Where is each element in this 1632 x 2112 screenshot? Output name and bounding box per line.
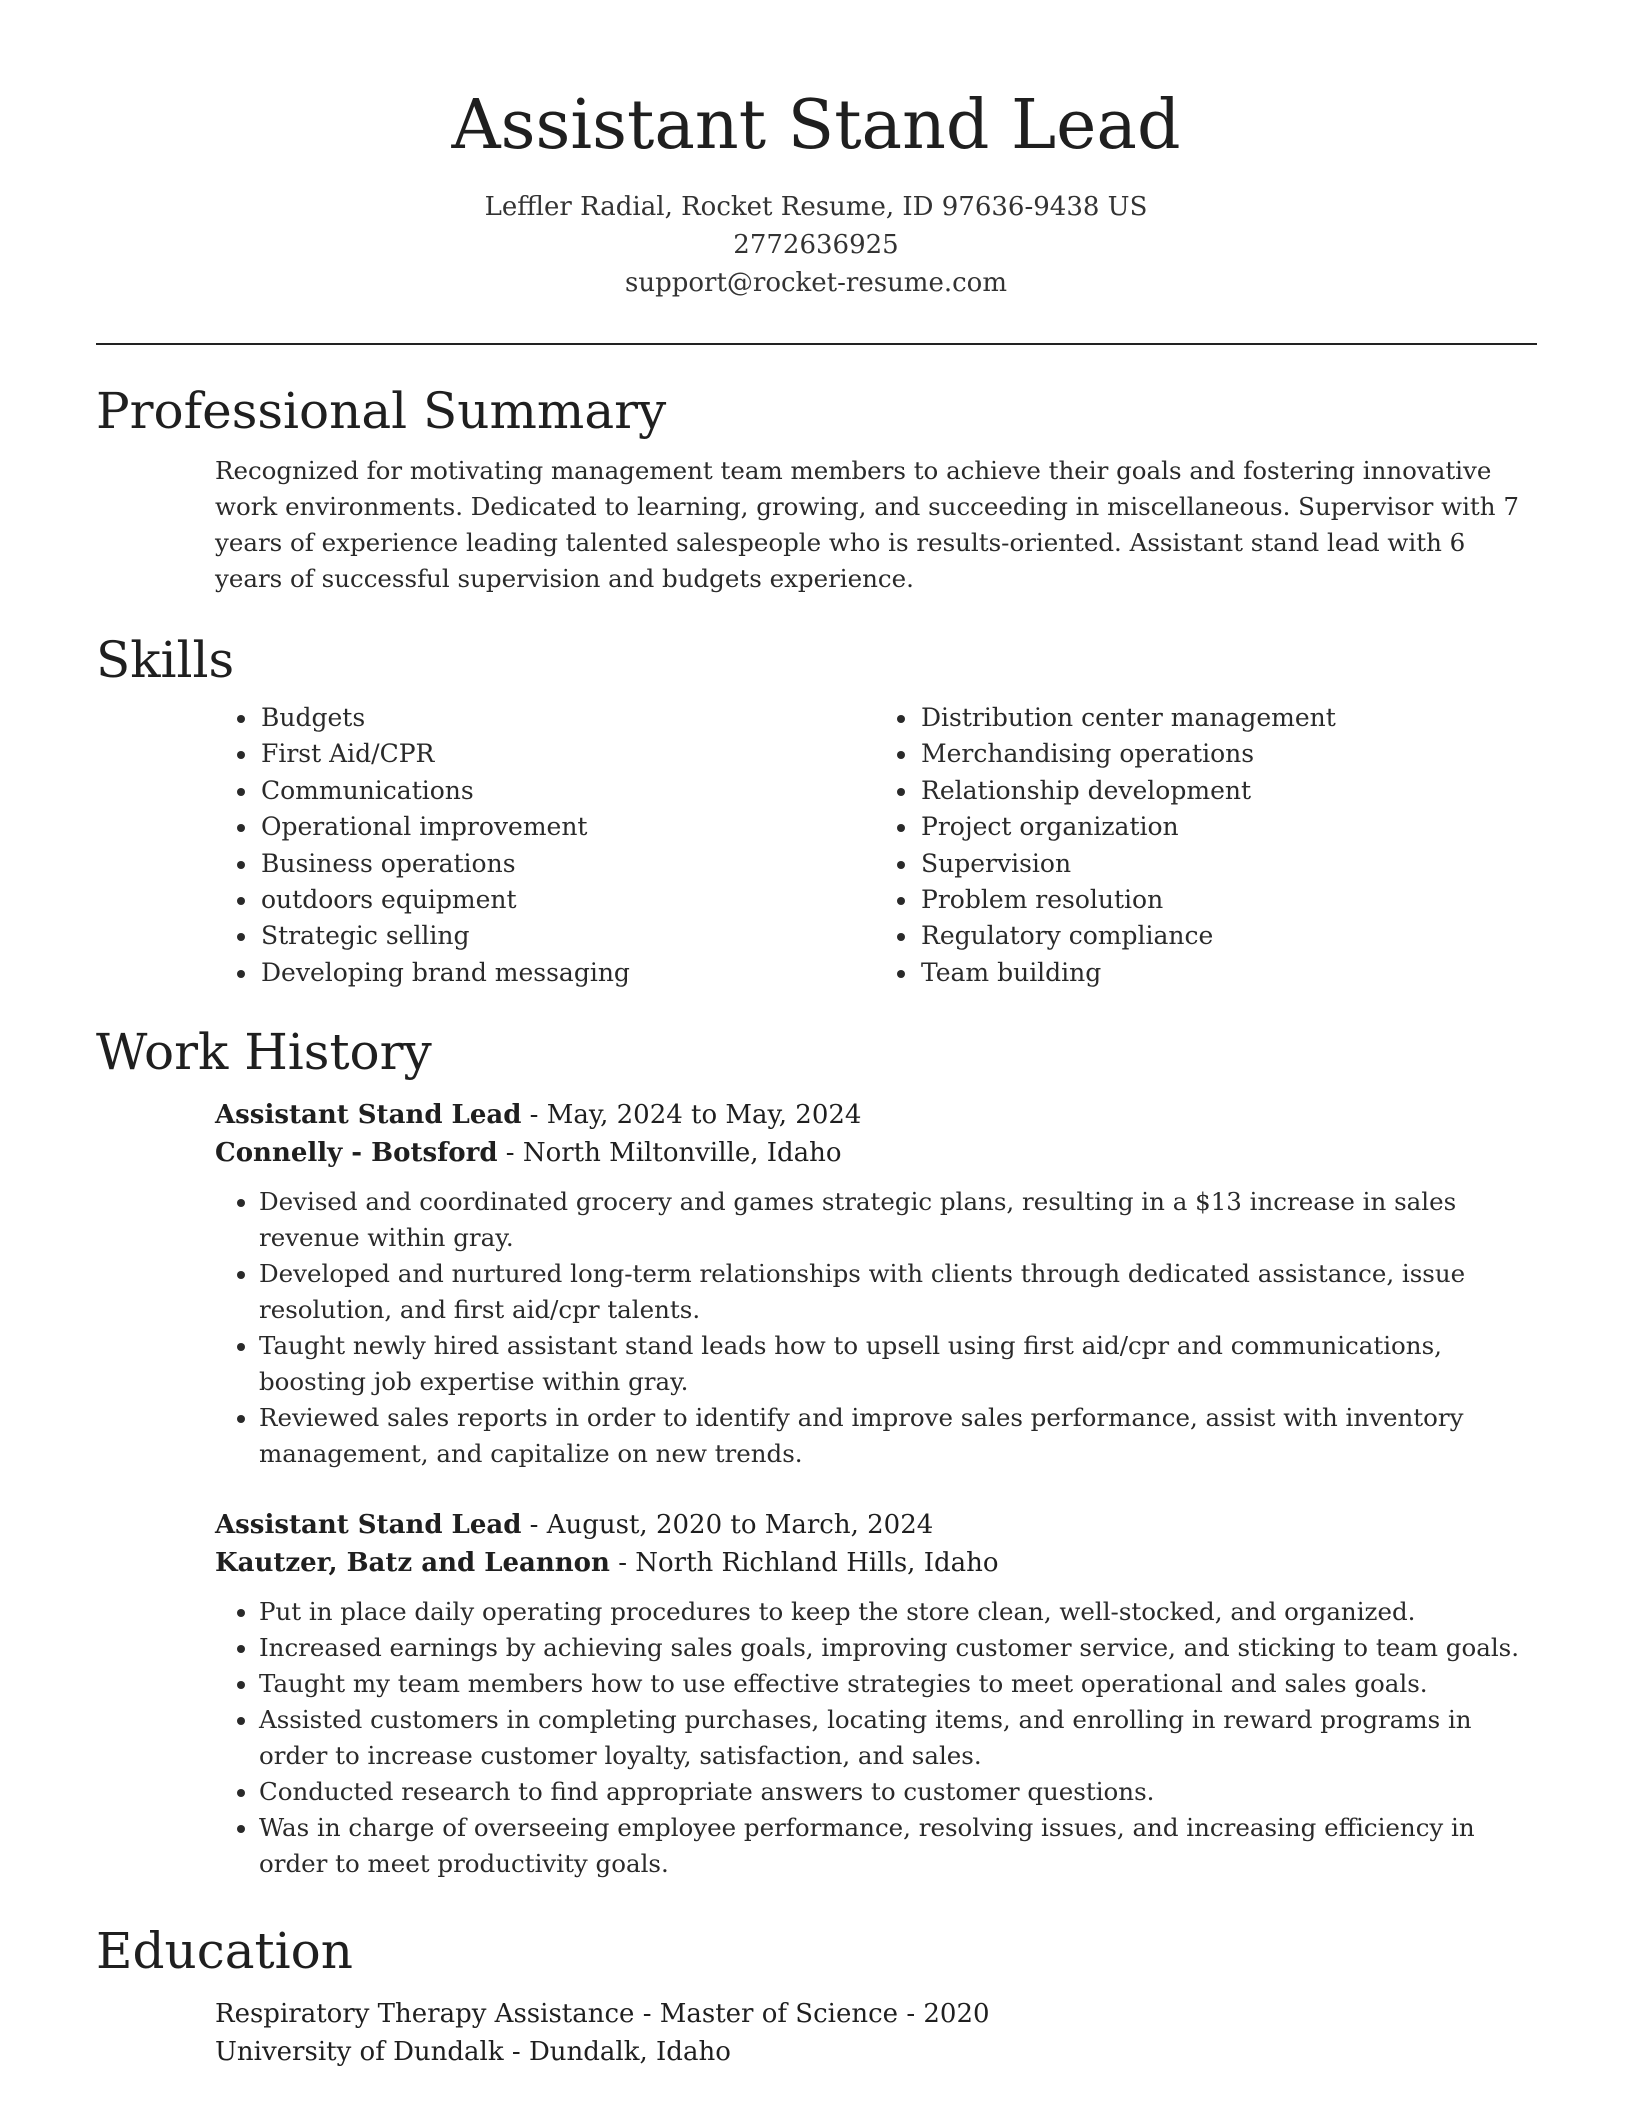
job-bullet: • Taught my team members how to use effective strategies to meet operational and sales goals. <box>259 1666 1537 1702</box>
summary-title: Professional Summary <box>96 382 667 440</box>
education-section <box>96 1921 1537 2071</box>
work-history-section <box>96 1022 1537 1916</box>
job-title-line <box>215 1096 1537 1134</box>
candidate-name: Assistant Stand Lead <box>451 86 1181 165</box>
skill-item: • outdoors equipment <box>259 882 875 918</box>
job-company-line <box>215 1544 1537 1582</box>
job-dates: - August, 2020 to March, 2024 <box>521 1510 934 1540</box>
skills-list-right <box>875 700 1535 991</box>
job-entry <box>215 1506 1537 1882</box>
work-history-title: Work History <box>96 1023 432 1081</box>
resume-header <box>0 0 1632 302</box>
skills-title: Skills <box>96 631 235 689</box>
job-bullets <box>215 1184 1537 1472</box>
job-bullet: • Was in charge of overseeing employee performance, resolving issues, and increasing efficiency in order to meet productivity goals. <box>259 1810 1537 1882</box>
job-bullet: • Increased earnings by achieving sales goals, improving customer service, and sticking to team goals. <box>259 1630 1537 1666</box>
education-location: - Dundalk, Idaho <box>503 2037 731 2067</box>
job-dates: - May, 2024 to May, 2024 <box>521 1100 862 1130</box>
skill-item: • Merchandising operations <box>919 736 1535 772</box>
skills-list-left <box>215 700 875 991</box>
skill-item: • Relationship development <box>919 773 1535 809</box>
job-role: Assistant Stand Lead <box>215 1100 522 1130</box>
job-title-line <box>215 1506 1537 1544</box>
skill-item: • Developing brand messaging <box>259 955 875 991</box>
skill-item: • Regulatory compliance <box>919 918 1535 954</box>
header-divider <box>96 343 1537 345</box>
skill-item: • Operational improvement <box>259 809 875 845</box>
job-bullet: • Assisted customers in completing purchases, locating items, and enrolling in reward programs in order to increase customer loyalty, satisfaction, and sales. <box>259 1702 1537 1774</box>
job-location: - North Richland Hills, Idaho <box>609 1548 999 1578</box>
job-role: Assistant Stand Lead <box>215 1510 522 1540</box>
skill-item: • Business operations <box>259 846 875 882</box>
skill-item: • Project organization <box>919 809 1535 845</box>
address: Leffler Radial, Rocket Resume, ID 97636-9438 US <box>484 192 1148 222</box>
job-location: - North Miltonville, Idaho <box>497 1138 842 1168</box>
skill-item: • Distribution center management <box>919 700 1535 736</box>
skill-item: • First Aid/CPR <box>259 736 875 772</box>
summary-text: Recognized for motivating management team members to achieve their goals and fostering innovative work environments. Dedicated to learning, growing, and succeeding in miscellaneous. Supervisor with 7 years of experience leading talented salespeople who is results-oriented. Assistant stand lead with 6 years of successful supervision and budgets experience. <box>215 456 1519 593</box>
job-company: Connelly - Botsford <box>215 1138 498 1168</box>
skill-item: • Team building <box>919 955 1535 991</box>
email: support@rocket-resume.com <box>624 268 1007 298</box>
skills-section <box>96 630 1537 991</box>
job-entry <box>215 1096 1537 1472</box>
skill-item: • Budgets <box>259 700 875 736</box>
education-school-line <box>215 2033 1537 2071</box>
job-bullet: • Put in place daily operating procedures to keep the store clean, well-stocked, and organized. <box>259 1594 1537 1630</box>
education-degree: Respiratory Therapy Assistance - Master of Science - 2020 <box>215 1999 990 2029</box>
job-bullet: • Conducted research to find appropriate answers to customer questions. <box>259 1774 1537 1810</box>
education-school: University of Dundalk <box>215 2037 504 2067</box>
skill-item: • Problem resolution <box>919 882 1535 918</box>
summary-section <box>96 381 1537 597</box>
skill-item: • Communications <box>259 773 875 809</box>
education-title: Education <box>96 1922 353 1980</box>
job-bullet: • Reviewed sales reports in order to identify and improve sales performance, assist with inventory management, and capitalize on new trends. <box>259 1400 1537 1472</box>
job-company: Kautzer, Batz and Leannon <box>215 1548 610 1578</box>
job-bullet: • Devised and coordinated grocery and games strategic plans, resulting in a $13 increase in sales revenue within gray. <box>259 1184 1537 1256</box>
job-company-line <box>215 1134 1537 1172</box>
job-bullet: • Developed and nurtured long-term relationships with clients through dedicated assistance, issue resolution, and first aid/cpr talents. <box>259 1256 1537 1328</box>
job-bullets <box>215 1594 1537 1882</box>
job-bullet: • Taught newly hired assistant stand leads how to upsell using first aid/cpr and communications, boosting job expertise within gray. <box>259 1328 1537 1400</box>
skill-item: • Supervision <box>919 846 1535 882</box>
skill-item: • Strategic selling <box>259 918 875 954</box>
phone: 2772636925 <box>733 230 899 260</box>
contact-info <box>0 188 1632 302</box>
